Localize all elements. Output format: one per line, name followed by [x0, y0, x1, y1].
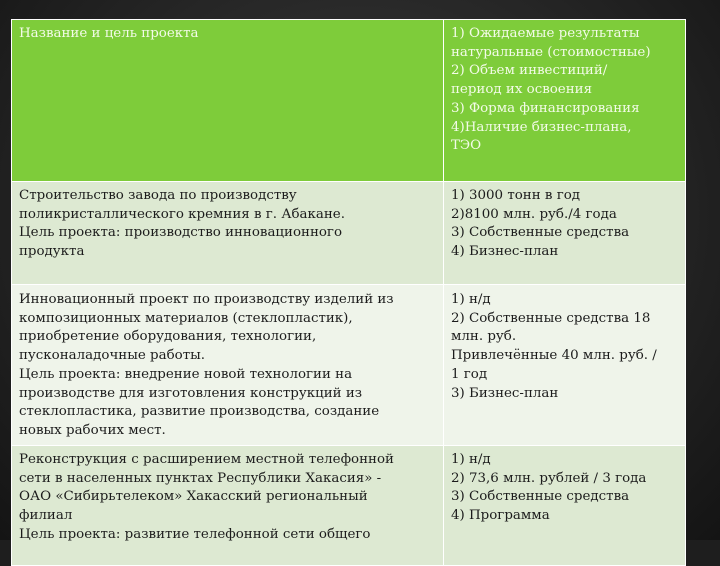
cell-line: 2) Собственные средства 18	[451, 310, 651, 326]
cell-line: 3) Бизнес-план	[451, 385, 559, 401]
cell-line: 4)Наличие бизнес-плана,	[451, 119, 632, 135]
cell-line: млн. руб.	[451, 329, 517, 345]
header-cell-results	[444, 20, 686, 182]
cell-line: новых рабочих мест.	[19, 422, 166, 438]
cell-line: Реконструкция с расширением местной телефонной	[19, 452, 394, 467]
cell-line: Привлечённые 40 млн. руб. /	[451, 348, 657, 364]
cell-line: 1) н/д	[451, 292, 491, 307]
table-header-row	[12, 20, 686, 182]
cell-line: 2) 73,6 млн. рублей / 3 года	[451, 470, 647, 486]
cell-line: Инновационный проект по производству изделий из	[19, 292, 394, 307]
cell-line: натуральные (стоимостные)	[451, 44, 651, 60]
cell-line: 1) н/д	[451, 452, 491, 467]
cell-line: период их освоения	[451, 82, 593, 98]
cell-line: стеклопластика, развитие производства, создание	[19, 404, 380, 420]
cell-line: композиционных материалов (стеклопластик),	[19, 310, 353, 326]
projects-table	[11, 19, 686, 566]
cell-line: Цель проекта: внедрение новой технологии на	[19, 366, 353, 382]
cell-line: Название и цель проекта	[19, 26, 199, 41]
table-row	[12, 285, 686, 446]
cell-line: ОАО «Сибирьтелеком» Хакасский региональный	[19, 489, 368, 505]
results-cell	[444, 285, 686, 446]
cell-line: Строительство завода по производству	[19, 188, 297, 203]
results-cell	[444, 446, 686, 566]
cell-line: 1 год	[451, 366, 488, 382]
cell-line: 1) 3000 тонн в год	[451, 188, 581, 203]
cell-line: производстве для изготовления конструкций из	[19, 385, 363, 401]
project-cell	[12, 446, 444, 566]
project-cell	[12, 285, 444, 446]
cell-line: ТЭО	[451, 138, 482, 154]
header-cell-project	[12, 20, 444, 182]
project-cell	[12, 182, 444, 285]
results-cell	[444, 182, 686, 285]
cell-line: 2)8100 млн. руб./4 года	[451, 206, 617, 222]
cell-line: сети в населенных пунктах Республики Хакасия» -	[19, 470, 382, 486]
cell-line: 4) Программа	[451, 508, 550, 524]
cell-line: филиал	[19, 508, 73, 524]
cell-line: 3) Собственные средства	[451, 489, 630, 505]
table-row	[12, 446, 686, 566]
cell-line: продукта	[19, 244, 85, 260]
table-row	[12, 182, 686, 285]
cell-line: Цель проекта: развитие телефонной сети общего	[19, 526, 371, 542]
cell-line: Цель проекта: производство инновационного	[19, 225, 343, 241]
cell-line: 4) Бизнес-план	[451, 244, 559, 260]
cell-line: 1) Ожидаемые результаты	[451, 26, 640, 41]
cell-line: 3) Собственные средства	[451, 225, 630, 241]
cell-line: поликристаллического кремния в г. Абакане.	[19, 206, 345, 222]
cell-line: 3) Форма финансирования	[451, 100, 640, 116]
cell-line: приобретение оборудования, технологии,	[19, 329, 317, 345]
cell-line: 2) Объем инвестиций/	[451, 63, 608, 79]
cell-line: пусконаладочные работы.	[19, 348, 206, 364]
